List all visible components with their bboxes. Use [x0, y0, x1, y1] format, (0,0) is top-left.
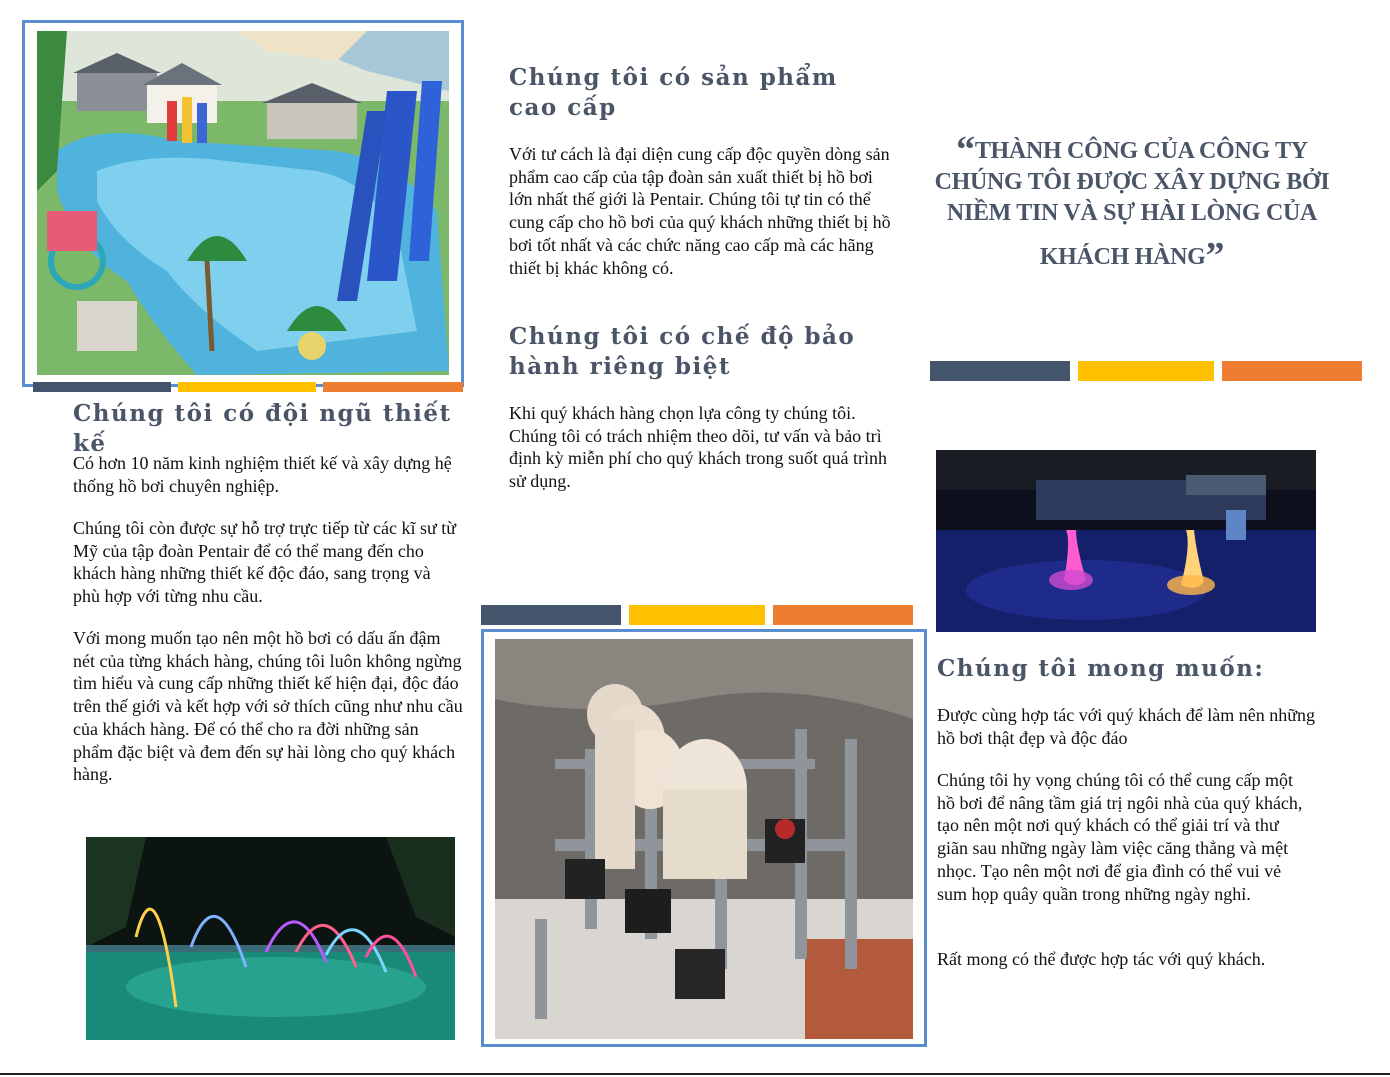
col1-paragraph-1: Có hơn 10 năm kinh nghiệm thiết kế và xây dựng hệ thống hồ bơi chuyên nghiệp. — [73, 453, 452, 496]
equipment-photo — [495, 639, 913, 1039]
resort-photo — [37, 31, 449, 375]
divider-bar-gold — [629, 605, 765, 625]
resort-photo-frame — [22, 20, 464, 387]
warranty-heading: Chúng tôi có chế độ bảo hành riêng biệt — [509, 323, 856, 380]
page-bottom-rule — [0, 1073, 1390, 1075]
divider-bar-gold — [1078, 361, 1214, 381]
night-arcs-photo — [86, 837, 455, 1040]
divider-bar-orange — [323, 382, 463, 392]
col1-paragraph-2: Chúng tôi còn được sự hỗ trợ trực tiếp từ các kĩ sư từ Mỹ của tập đoàn Pentair để có thể mang đến cho khách hàng những thiết kế độc đáo, sang trọng và phù hợp với từng nhu cầu. — [73, 518, 457, 607]
quote-open-mark: “ — [956, 129, 975, 171]
divider-bar-orange — [1222, 361, 1362, 381]
design-team-heading: Chúng tôi có đội ngũ thiết kế — [73, 400, 452, 457]
col2-paragraph-1: Với tư cách là đại diện cung cấp độc quyền dòng sản phẩm cao cấp của tập đoàn sản xuất thiết bị hồ bơi lớn nhất thế giới là Pentair. Chúng tôi tự tin có thể cung cấp cho hồ bơi của quý khách những thiết bị hồ bơi tốt nhất và các chức năng cao cấp mà các hãng thiết bị khác không có. — [509, 144, 891, 278]
quote-line-3: NIỀM TIN VÀ SỰ HÀI LÒNG CỦA — [946, 200, 1318, 226]
quote-close-mark: ” — [1205, 235, 1225, 277]
quote-line-4: KHÁCH HÀNG — [1039, 244, 1206, 270]
col2-paragraph-2: Khi quý khách hàng chọn lựa công ty chúng tôi. Chúng tôi có trách nhiệm theo dõi, tư vấn và bảo trì định kỳ miễn phí cho quý khách trong suốt quá trình sử dụng. — [509, 403, 887, 492]
divider-bar-slate — [930, 361, 1070, 381]
divider-bar-slate — [481, 605, 621, 625]
company-quote — [932, 129, 1332, 277]
premium-products-heading: Chúng tôi có sản phẩm cao cấp — [509, 64, 838, 121]
col3-paragraph-2: Chúng tôi hy vọng chúng tôi có thể cung cấp một hồ bơi để nâng tầm giá trị ngôi nhà của quý khách, tạo nên một nơi quý khách có thể giải trí và thư giãn sau những ngày làm việc căng thẳng và mệt nhọc. Tạo nên một nơi để gia đình có thể vui vẻ sum họp quây quần trong những ngày nghỉ. — [937, 770, 1303, 904]
equipment-photo-frame — [481, 629, 927, 1047]
col3-paragraph-1: Được cùng hợp tác với quý khách để làm nên những hồ bơi thật đẹp và độc đáo — [937, 705, 1315, 748]
divider-bar-slate — [33, 382, 171, 392]
divider-bar-gold — [178, 382, 316, 392]
quote-line-1: THÀNH CÔNG CỦA CÔNG TY — [974, 138, 1308, 164]
our-wish-heading: Chúng tôi mong muốn: — [937, 655, 1265, 682]
divider-bar-orange — [773, 605, 913, 625]
col3-paragraph-3: Rất mong có thể được hợp tác với quý khách. — [937, 949, 1266, 969]
col1-paragraph-3: Với mong muốn tạo nên một hồ bơi có dấu ấn đậm nét của từng khách hàng, chúng tôi luôn không ngừng tìm hiểu và cung cấp những thiết kế hiện đại, độc đáo trên thế giới và kết hợp với sở thích cũng như nhu cầu của khách hàng. Để có thể cho ra đời những sản phẩm đặc biệt và đem đến sự hài lòng cho quý khách hàng. — [73, 628, 463, 785]
spa-fountain-photo — [936, 450, 1316, 632]
quote-line-2: CHÚNG TÔI ĐƯỢC XÂY DỰNG BỞI — [934, 169, 1330, 195]
